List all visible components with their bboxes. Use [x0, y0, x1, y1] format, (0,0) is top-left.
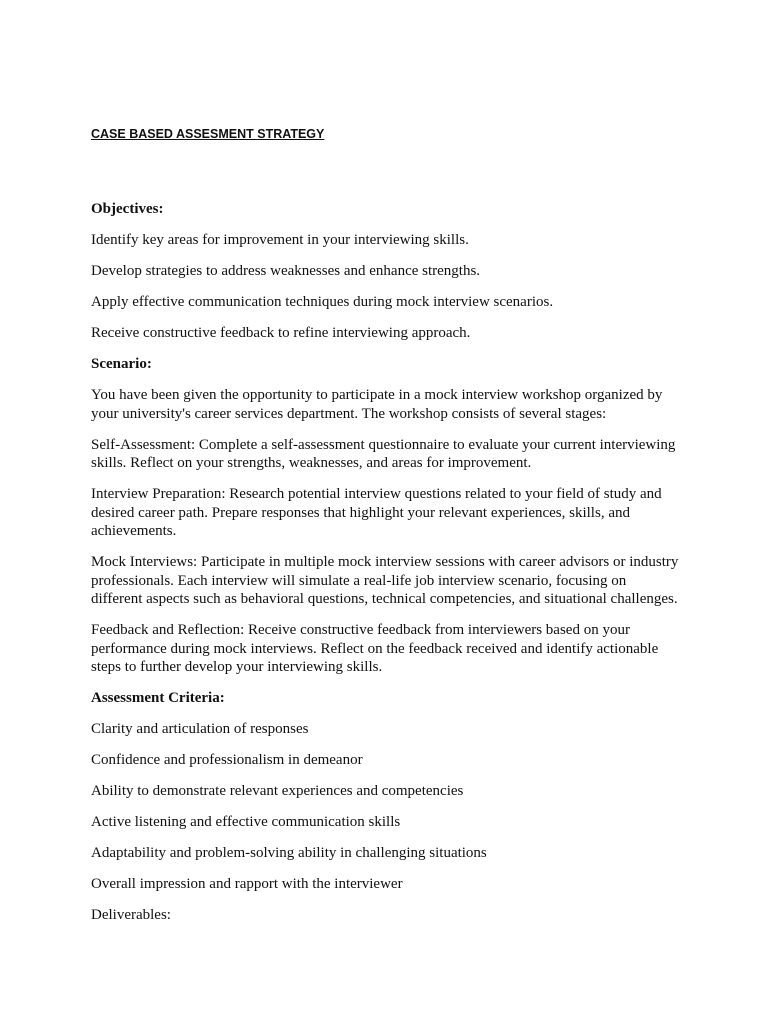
objective-item: Identify key areas for improvement in your interviewing skills. — [91, 232, 469, 248]
criteria-item: Ability to demonstrate relevant experiences and competencies — [91, 783, 464, 799]
criteria-item: Adaptability and problem-solving ability in challenging situations — [91, 845, 487, 861]
criteria-list — [91, 720, 681, 894]
criteria-item: Overall impression and rapport with the interviewer — [91, 876, 403, 892]
objective-item: Develop strategies to address weaknesses and enhance strengths. — [91, 263, 481, 279]
objective-item: Apply effective communication techniques during mock interview scenarios. — [91, 294, 554, 310]
scenario-heading: Scenario: — [91, 356, 152, 372]
criteria-item: Active listening and effective communication skills — [91, 814, 401, 830]
scenario-paragraph: Self-Assessment: Complete a self-assessment questionnaire to evaluate your current interviewing skills. Reflect on your strengths, weaknesses, and areas for improvement. — [91, 436, 676, 471]
scenario-paragraph: Feedback and Reflection: Receive constructive feedback from interviewers based on your performance during mock interviews. Reflect on the feedback received and identify actionable steps to further develop your interviewing skills. — [91, 622, 659, 675]
document-title: CASE BASED ASSESMENT STRATEGY — [91, 127, 325, 141]
scenario-paragraph: You have been given the opportunity to participate in a mock interview workshop organized by your university's career services department. The workshop consists of several stages: — [91, 387, 663, 422]
document-body — [91, 125, 681, 924]
criteria-heading: Assessment Criteria: — [91, 690, 225, 706]
criteria-item: Confidence and professionalism in demeanor — [91, 752, 363, 768]
objectives-list — [91, 231, 681, 343]
scenario-paragraph: Interview Preparation: Research potential interview questions related to your field of study and desired career path. Prepare responses that highlight your relevant experiences, skills, and achievements. — [91, 486, 662, 539]
objective-item: Receive constructive feedback to refine interviewing approach. — [91, 325, 471, 341]
scenario-section — [91, 386, 681, 677]
deliverables-heading: Deliverables: — [91, 907, 171, 923]
scenario-paragraph: Mock Interviews: Participate in multiple mock interview sessions with career advisors or industry professionals. Each interview will simulate a real-life job interview scenario, focusing on different aspects such as behavioral questions, technical competencies, and situational challenges. — [91, 554, 679, 607]
criteria-item: Clarity and articulation of responses — [91, 721, 309, 737]
objectives-heading: Objectives: — [91, 201, 164, 217]
